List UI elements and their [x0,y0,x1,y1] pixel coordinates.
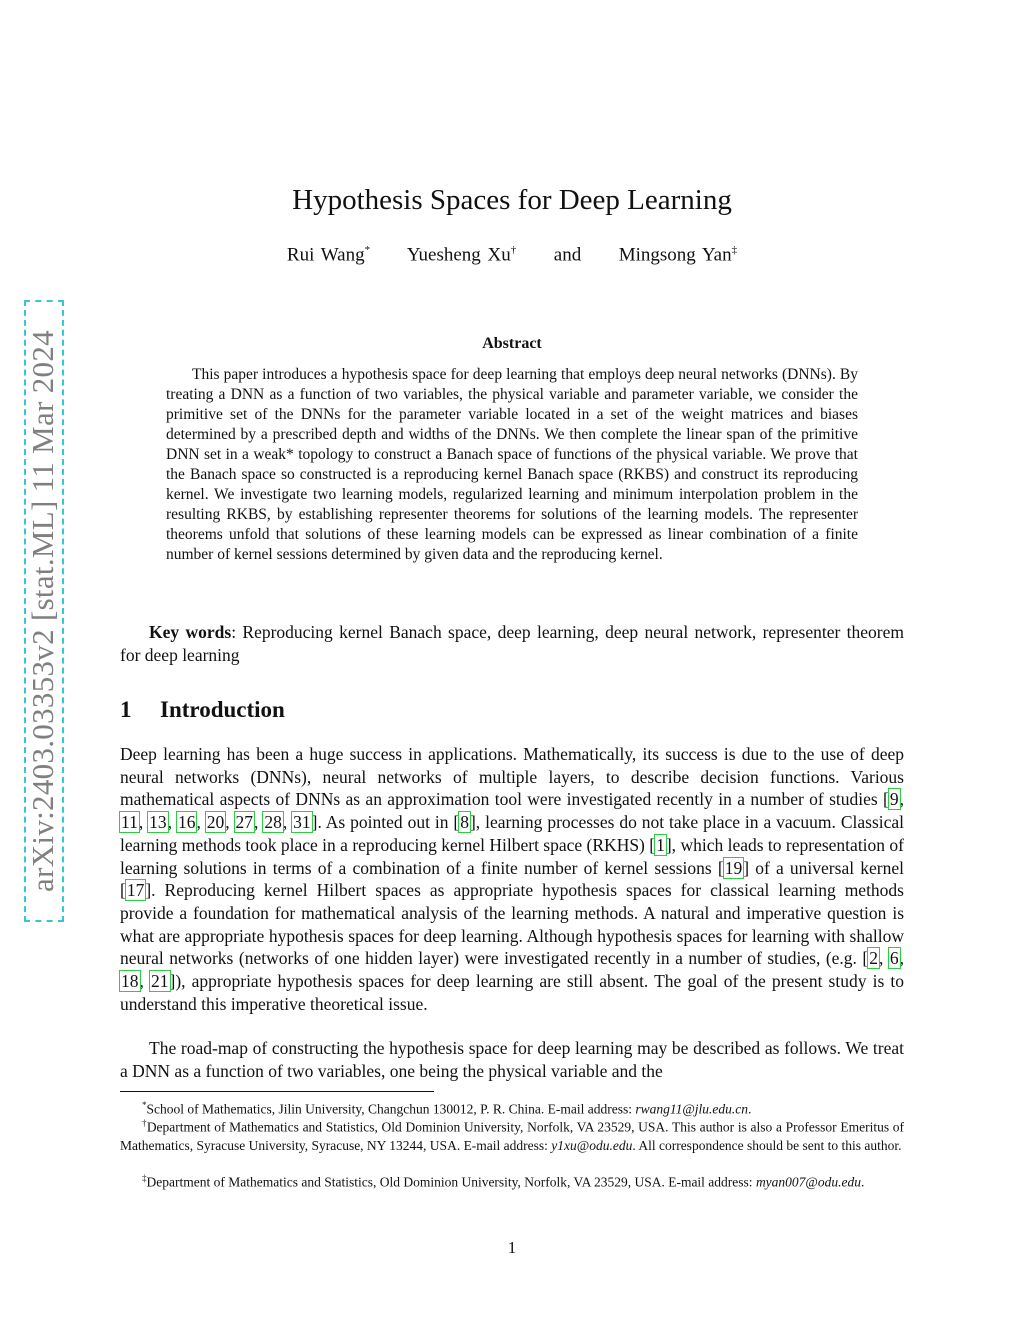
section-title: Introduction [160,697,285,722]
citation-link[interactable]: 20 [206,812,225,833]
body-text: ] of a universal kernel [ [120,857,904,901]
page-number: 1 [507,1238,517,1257]
section-heading [120,697,285,723]
footnote-mark: † [142,1118,147,1128]
introduction-paragraph: The road-map of constructing the hypothesis space for deep learning may be described as follows. We treat a DNN as a function of two variables, one being the physical variable and the [120,1038,904,1081]
citation-link[interactable]: 31 [293,812,311,833]
citation-link[interactable]: 13 [149,812,167,833]
footnote-text: . All correspondence should be sent to this author. [632,1137,902,1153]
footnote-mark: * [142,1100,147,1110]
citation-link[interactable]: 16 [177,812,196,833]
keywords-text: : Reproducing kernel Banach space, deep learning, deep neural network, representer theorem for deep learning [120,622,905,665]
author-footnote-mark[interactable]: * [364,244,371,256]
citation-link[interactable]: 9 [889,789,899,810]
citation-link[interactable]: 2 [869,948,878,969]
author-name: Yuesheng Xu [406,244,511,266]
email-link[interactable]: y1xu@odu.edu [551,1137,633,1153]
email-link[interactable]: rwang11@jlu.edu.cn [635,1101,748,1117]
author-name: Mingsong Yan [618,244,732,266]
citation-link[interactable]: 27 [235,812,254,833]
arxiv-identifier[interactable]: arXiv:2403.03353v2 [stat.ML] 11 Mar 2024 [25,330,60,892]
paper-title: Hypothesis Spaces for Deep Learning [292,184,732,216]
footnote-text: . [860,1174,865,1190]
body-text: ]. Reproducing kernel Hilbert spaces as appropriate hypothesis spaces for classical learning methods provide a foundation for mathematical analysis of the learning methods. A natural and imperative question is what are appropriate hypothesis spaces for deep learning. Although hypothesis spaces for learning with shallow neural networks (networks of one hidden layer) were investigated recently in a number of studies, (e.g. [ [120,880,904,969]
body-text: Deep learning has been a huge success in applications. Mathematically, its success is due to the use of deep neural networks (DNNs), neural networks of multiple layers, to describe decision functions. Various mathematical aspects of DNNs as an approximation tool were investigated recently in a number of studies [ [120,744,904,810]
abstract-heading: Abstract [482,335,542,352]
citation-link[interactable]: 6 [889,948,899,969]
author-list [0,244,1024,266]
author-footnote-mark[interactable]: ‡ [731,244,738,256]
citation-link[interactable]: 19 [724,857,743,878]
footnote [120,1114,904,1155]
author-footnote-mark[interactable]: † [510,244,517,256]
footnote-text: Department of Mathematics and Statistics, Old Dominion University, Norfolk, VA 23529, USA. E-mail address: [146,1174,756,1190]
keywords [120,621,904,667]
footnote-text: . [748,1101,752,1117]
body-text: ]. As pointed out in [ [311,812,460,833]
citation-link[interactable]: 11 [121,812,138,833]
citation-link[interactable]: 17 [126,880,145,901]
section-number: 1 [120,697,132,722]
footnote-mark: ‡ [142,1173,147,1183]
body-text: ], learning processes do not take place in a vacuum. Classical learning methods took place in a reproducing kernel Hilbert space (RKHS) [ [120,812,905,855]
body-text: ], which leads to representation of learning solutions in terms of a combination of a finite number of kernel sessions [ [120,834,904,878]
citation-link[interactable]: 28 [264,812,282,833]
footnote [120,1169,904,1192]
footnote-text: School of Mathematics, Jilin University, Changchun 130012, P. R. China. E-mail address: [146,1101,636,1117]
author-conjunction: and [553,244,582,266]
body-text: ]), appropriate hypothesis spaces for deep learning are still absent. The goal of the present study is to understand this imperative theoretical issue. [120,971,904,1014]
keywords-label: Key words [149,622,232,642]
citation-link[interactable]: 18 [121,971,139,992]
citation-link[interactable]: 8 [460,812,469,833]
email-link[interactable]: myan007@odu.edu [755,1174,861,1190]
introduction-paragraph: Deep learning has been a huge success in applications. Mathematically, its success is due to the use of deep neural networks (DNNs), neural networks of multiple layers, to describe decision functions. Various mathematical aspects of DNNs as an approximation tool were investigated recently in a number of studies [9, 11, 13, 16, 20, 27, 28, 31]. As pointed out in [8], learning processes do not take place in a vacuum. Classical learning methods took place in a reproducing kernel Hilbert space (RKHS) [1], which leads to representation of learning solutions in terms of a combination of a finite number of kernel sessions [19] of a universal kernel [17]. Reproducing kernel Hilbert spaces as appropriate hypothesis spaces for classical learning methods provide a foundation for mathematical analysis of the learning methods. A natural and imperative question is what are appropriate hypothesis spaces for deep learning. Although hypothesis spaces for learning with shallow neural networks (networks of one hidden layer) were investigated recently in a number of studies, (e.g. [2, 6, 18, 21]), appropriate hypothesis spaces for deep learning are still absent. The goal of the present study is to understand this imperative theoretical issue. [120,744,905,1014]
author-name: Rui Wang [286,244,365,266]
citation-link[interactable]: 1 [656,834,665,855]
citation-link[interactable]: 21 [151,971,169,992]
abstract-body: This paper introduces a hypothesis space for deep learning that employs deep neural networks (DNNs). By treating a DNN as a function of two variables, the physical variable and parameter variable, we consider the primitive set of the DNNs for the parameter variable located in a set of the weight matrices and biases determined by a prescribed depth and widths of the DNNs. We then complete the linear span of the primitive DNN set in a weak* topology to construct a Banach space of functions of the physical variable. We prove that the Banach space so constructed is a reproducing kernel Banach space (RKBS) and construct its reproducing kernel. We investigate two learning models, regularized learning and minimum interpolation problem in the resulting RKBS, by establishing representer theorems for solutions of the learning models. The representer theorems unfold that solutions of these learning models can be expressed as linear combination of a finite number of kernel sessions determined by given data and the reproducing kernel. [166,366,858,563]
footnote-text: Department of Mathematics and Statistics, Old Dominion University, Norfolk, VA 23529, USA. This author is also a Professor Emeritus of Mathematics, Syracuse University, Syracuse, NY 13244, USA. E-mail address: [120,1119,904,1153]
footnote-rule [120,1091,434,1092]
